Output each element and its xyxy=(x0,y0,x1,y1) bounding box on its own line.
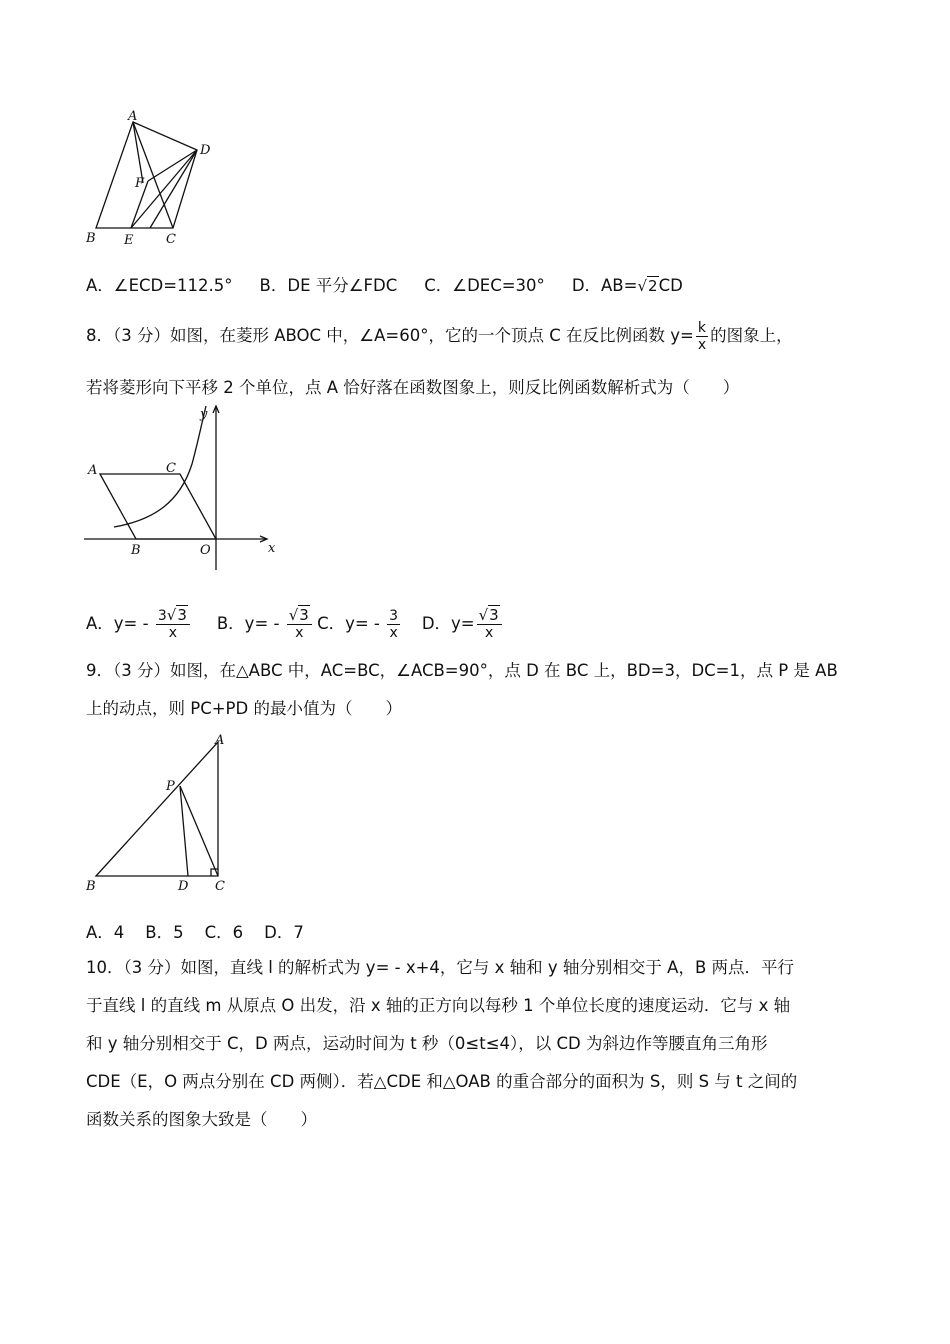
q9-option-d[interactable]: D．7 xyxy=(264,923,304,942)
q10-line-3: 和 y 轴分别相交于 C，D 两点，运动时间为 t 秒（0≤t≤4），以 CD 为斜边作等腰直角三角形 xyxy=(86,1034,768,1053)
q9-label-b: B xyxy=(86,879,96,894)
q8-figure xyxy=(84,402,284,574)
q9-option-a[interactable]: A．4 xyxy=(86,923,125,942)
q9-figure xyxy=(84,728,234,898)
q7-figure xyxy=(80,108,220,248)
q8-fraction-k-over-x: $\frac{k}{x}$ xyxy=(697,320,707,353)
q8-label-c: C xyxy=(166,461,176,476)
q8-option-c[interactable]: C．y= - $\frac{3}{x}$ xyxy=(317,607,399,641)
q8-option-d[interactable]: D．y= $\frac{√3}{x}$ xyxy=(422,614,502,633)
q10-line-4: CDE（E，O 两点分别在 CD 两侧）．若△CDE 和△OAB 的重合部分的面积为 S，则 S 与 t 之间的 xyxy=(86,1072,798,1091)
q8-label-b: B xyxy=(131,543,141,558)
q7-label-b: B xyxy=(86,231,96,246)
q8-hyperbola xyxy=(114,406,206,527)
q9-label-c: C xyxy=(215,879,225,894)
q8-line-1: 8．（3 分）如图，在菱形 ABOC 中，∠A=60°，它的一个顶点 C 在反比例函数 y= $\frac{k}{x}$ 的图象上， xyxy=(86,320,793,353)
q8-label-a: A xyxy=(88,463,98,478)
q8-label-o: O xyxy=(200,543,211,558)
q7-segment-df xyxy=(148,150,197,181)
q7-label-f: F xyxy=(135,176,145,191)
q7-label-e: E xyxy=(124,233,134,248)
q9-options xyxy=(86,922,304,944)
q9-option-b[interactable]: B．5 xyxy=(145,923,184,942)
q7-option-b[interactable]: B．DE 平分∠FDC xyxy=(259,276,398,295)
q7-segment-dc2 xyxy=(150,150,197,228)
q9-segment-pc xyxy=(180,786,218,876)
q7-label-d: D xyxy=(200,143,211,158)
q7-segment-ac xyxy=(133,122,173,228)
q7-label-a: A xyxy=(128,109,138,124)
q8-option-a[interactable]: A．y= - $\frac{3√3}{x}$ xyxy=(86,614,190,633)
q9-label-p: P xyxy=(166,779,175,794)
q8-rhombus xyxy=(100,474,216,539)
q7-options xyxy=(86,275,683,297)
q7-option-c[interactable]: C．∠DEC=30° xyxy=(424,276,545,295)
q9-line-2: 上的动点，则 PC+PD 的最小值为（ ） xyxy=(86,699,402,718)
q8-line-2: 若将菱形向下平移 2 个单位，点 A 恰好落在函数图象上，则反比例函数解析式为（ ） xyxy=(86,378,740,397)
q9-label-a: A xyxy=(215,733,225,748)
q7-segment-ae xyxy=(133,122,143,183)
q9-line-1: 9．（3 分）如图，在△ABC 中，AC=BC，∠ACB=90°，点 D 在 BC 上，BD=3，DC=1，点 P 是 AB xyxy=(86,661,838,680)
q8-label-y: y xyxy=(200,407,208,422)
q7-option-d[interactable]: D．AB=√2CD xyxy=(571,276,683,295)
q10-line-5: 函数关系的图象大致是（ ） xyxy=(86,1110,317,1129)
q8-label-x: x xyxy=(268,541,276,556)
q9-segment-pd xyxy=(180,786,188,876)
q10-line-2: 于直线 l 的直线 m 从原点 O 出发，沿 x 轴的正方向以每秒 1 个单位长度的速度运动．它与 x 轴 xyxy=(86,996,791,1015)
q10-line-1: 10．（3 分）如图，直线 l 的解析式为 y= - x+4，它与 x 轴和 y 轴分别相交于 A，B 两点．平行 xyxy=(86,958,795,977)
q9-option-c[interactable]: C．6 xyxy=(204,923,244,942)
q7-label-c: C xyxy=(166,232,176,247)
q9-label-d: D xyxy=(178,879,189,894)
q8-options xyxy=(86,607,502,641)
q9-triangle-abc xyxy=(96,742,218,876)
q8-option-b[interactable]: B．y= - $\frac{√3}{x}$ xyxy=(217,614,312,633)
q7-option-a[interactable]: A．∠ECD=112.5° xyxy=(86,276,233,295)
